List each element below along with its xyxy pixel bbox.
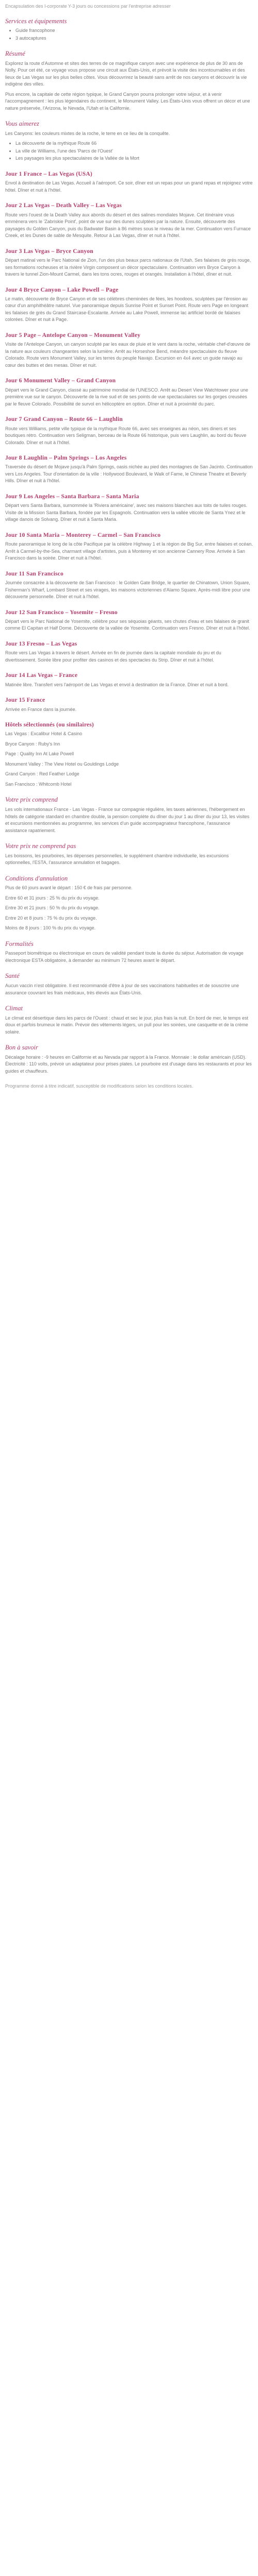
section-title: Résumé [5,50,25,58]
section-title: Votre prix ne comprend pas [5,842,76,850]
section-title: Jour 15 France [5,697,45,704]
paragraph: Entre 30 et 21 jours : 50 % du prix du voyage. [5,905,100,911]
section-jour-12-san-francisco-yosemite-fresno [5,609,253,632]
section-formalites [5,940,253,964]
paragraph: Plus encore, la capitale de cette région typique, le Grand Canyon pourra prolonger votre séjour, et à venir l'accompagnement : les plus légendaires du continent, le Monument Valley. Les États-Unis vous offrent un décor et une nature préservée, l'Arizona, le Nevada, l'Utah et la Californie. [5,91,250,111]
footer-note: Programme donné à titre indicatif, susceptible de modifications selon les conditions locales. [5,1083,194,1089]
section-title: Jour 13 Fresno – Las Vegas [5,640,77,647]
section-title: Formalités [5,940,34,947]
section-jour-10-santa-maria-monterey-carmel-san-francisco [5,532,253,562]
section-jour-7-grand-canyon-route-66-laughlin [5,416,253,446]
section-title: Jour 14 Las Vegas – France [5,672,78,679]
list-item: • La ville de Williams, l'une des 'Parcs de l'Ouest' [15,148,253,155]
paragraph: Départ vers le Parc National de Yosemite, célèbre pour ses séquoias géants, ses chutes d'eau et ses falaises de granit comme El Capitan et Half Dome. Découverte de la vallée de Yosemite. Continuation vers Fresno. Dîner et nuit à l'hôtel. [5,618,250,631]
list-item: • Guide francophone [15,27,253,35]
section-title: Jour 10 Santa Maria – Monterey – Carmel – San Francisco [5,532,161,538]
paragraph: Les Canyons: les couleurs mixtes de la roche, le terre en ce lieu de la conquête. [5,130,170,136]
paragraph: Grand Canyon : Red Feather Lodge [5,771,79,777]
paragraph: Bryce Canyon : Ruby's Inn [5,741,60,747]
paragraph: Envol à destination de Las Vegas. Accueil à l'aéroport. Ce soir, dîner est un repas pour un grand repas et rejoignez votre hôtel. Dîner et nuit à l'hôtel. [5,180,253,193]
paragraph: Le matin, découverte de Bryce Canyon et de ses célèbres cheminées de fées, les hoodoos, sculptées par l'érosion au cœur d'un amphithéâtre naturel. Vue panoramique depuis Sunrise Point et Sunset Point. Route vers Page en longeant les falaises de grès du Grand Staircase-Escalante. Arrivée au Lake Powell, immense lac artificiel bordé de falaises colorées. Dîner et nuit à Page. [5,296,249,323]
paragraph: Explorez la route d'Automne et sites des terres de ce magnifique canyon avec une expérience de plus de 30 ans de Nolly. Pour cet été, ce voyage vous propose une circuit aux États-Unis, et prévoit la visite des incontournables et des lieux de Las Vegas sur les plus belles côtes. Vous découvrirez la beauté sans arrêt de nos canyons et découvrir la vie indigène des villes. [5,60,247,87]
paragraph: Plus de 60 jours avant le départ : 150 € de frais par personne. [5,885,133,891]
section-title: Jour 3 Las Vegas – Bryce Canyon [5,248,93,255]
paragraph: Départ matinal vers le Parc National de Zion, l'un des plus beaux parcs nationaux de l'Utah. Ses falaises de grès rouge, ses formations rocheuses et la rivière Virgin composent un décor spectaculaire. Continuation vers Bryce Canyon à travers le tunnel Zion-Mount Carmel, dans les tons ocres, rouges et orangés. Installation à l'hôtel, dîner et nuit. [5,258,251,277]
section-jour-1-france-las-vegas-usa [5,171,253,194]
section-jour-9-los-angeles-santa-barbara-santa-maria [5,493,253,523]
section-title: Jour 9 Los Angeles – Santa Barbara – Santa Maria [5,493,139,500]
paragraph: Traversée du désert de Mojave jusqu'à Palm Springs, oasis nichée au pied des montagnes de San Jacinto. Continuation vers Los Angeles. Tour d'orientation de la ville : Hollywood Boulevard, le Walk of Fame, le Chinese Theatre et Beverly Hills. Dîner et nuit à l'hôtel. [5,464,253,484]
paragraph: Passeport biométrique ou électronique en cours de validité pendant toute la durée du séjour. Autorisation de voyage électronique ESTA obligatoire, à demander au minimum 72 heures avant le départ. [5,951,244,963]
section-title: Climat [5,1005,23,1012]
bullet-list [5,140,253,162]
list-item: • Les paysages les plus spectaculaires de la Vallée de la Mort [15,155,253,162]
section-jour-4-bryce-canyon-lake-powell-page [5,286,253,324]
section-title: Jour 11 San Francisco [5,570,63,577]
list-item: • La découverte de la mythique Route 66 [15,140,253,147]
section-title: Jour 6 Monument Valley – Grand Canyon [5,378,116,384]
section-hotels-selectionnes-ou-similaires [5,721,253,788]
paragraph: Arrivée en France dans la journée. [5,706,77,712]
paragraph: Visite de l'Antelope Canyon, un canyon sculpté par les eaux de pluie et le vent dans la roche, véritable chef-d'œuvre de la nature aux couleurs changeantes selon la lumière. Arrêt au Horseshoe Bend, méandre spectaculaire du fleuve Colorado. Route vers Monument Valley, sur les terres du peuple Navajo. Excursion en 4x4 avec un guide navajo au cœur des buttes et des mesas. Dîner et nuit. [5,342,251,368]
paragraph: Décalage horaire : -9 heures en Californie et au Nevada par rapport à la France. Monnaie : le dollar américain (USD). Électricité : 110 volts, prévoir un adaptateur pour prises plates. Le pourboire est d'usage dans les restaurants et pour les guides et chauffeurs. [5,1054,252,1074]
section-title: Votre prix comprend [5,796,58,804]
section-title: Jour 12 San Francisco – Yosemite – Fresno [5,609,118,616]
section-jour-2-las-vegas-death-valley-las-vegas [5,202,253,239]
section-votre-prix-comprend [5,796,253,834]
section-jour-11-san-francisco [5,570,253,601]
section-title: Jour 4 Bryce Canyon – Lake Powell – Page [5,286,119,293]
paragraph: Départ vers le Grand Canyon, classé au patrimoine mondial de l'UNESCO. Arrêt au Desert View Watchtower pour une première vue sur le canyon. Découverte de la rive sud et de ses points de vue spectaculaires sur les gorges creusées par le fleuve Colorado. Possibilité de survol en hélicoptère en option. Dîner et nuit à proximité du parc. [5,387,248,406]
paragraph: Route vers Williams, petite ville typique de la mythique Route 66, avec ses enseignes au néon, ses diners et ses boutiques rétro. Continuation vers Seligman, berceau de la Route 66 historique, puis vers Laughlin, au bord du fleuve Colorado. Dîner et nuit à l'hôtel. [5,426,247,445]
section-jour-13-fresno-las-vegas [5,640,253,664]
paragraph: Les vols internationaux France - Las Vegas - France sur compagnie régulière, les taxes aériennes, l'hébergement en hôtels de catégorie standard en chambre double, la pension complète du dîner du jour 1 au dîner du jour 13, les visites et excursions mentionnées au programme, les services d'un guide accompagnateur francophone, l'assurance assistance rapatriement. [5,807,250,833]
paragraph: Les boissons, les pourboires, les dépenses personnelles, le supplément chambre individuelle, les excursions optionnelles, l'ESTA, l'assurance annulation et bagages. [5,853,229,866]
section-title: Conditions d'annulation [5,874,68,882]
section-conditions-d-annulation [5,875,253,932]
paragraph: Moins de 8 jours : 100 % du prix du voyage. [5,925,96,931]
section-title: Bon à savoir [5,1044,38,1052]
paragraph: Le climat est désertique dans les parcs de l'Ouest : chaud et sec le jour, plus frais la nuit. En bord de mer, le temps est doux et parfois brumeux le matin. Prévoir des vêtements légers, un pull pour les soirées, une casquette et de la crème solaire. [5,1015,248,1035]
paragraph: Las Vegas : Excalibur Hotel & Casino [5,731,83,737]
document-page [0,0,258,1104]
paragraph: Page : Quality Inn At Lake Powell [5,751,74,757]
section-title: Hôtels sélectionnés (ou similaires) [5,722,94,728]
section-jour-5-page-antelope-canyon-monument-valley [5,332,253,369]
section-title: Services et équipements [5,17,67,25]
list-item: • 3 autocaptures [15,35,253,42]
paragraph: Départ vers Santa Barbara, surnommée la 'Riviera américaine', avec ses maisons blanches aux toits de tuiles rouges. Visite de la Mission Santa Barbara, fondée par les Espagnols. Continuation vers la vallée viticole de Santa Ynez et le village danois de Solvang. Dîner et nuit à Santa Maria. [5,503,248,522]
section-title: Jour 7 Grand Canyon – Route 66 – Laughlin [5,416,123,423]
paragraph: Matinée libre. Transfert vers l'aéroport de Las Vegas et envol à destination de la France. Dîner et nuit à bord. [5,682,229,687]
section-vous-aimerez [5,120,253,162]
section-votre-prix-ne-comprend-pas [5,842,253,867]
intro-text: Encapsulation des I-corporate Y-3 jours ou concessions par l'entreprise adresser [5,4,171,9]
sections-container [5,18,253,1075]
section-jour-6-monument-valley-grand-canyon [5,377,253,408]
section-title: Vous aimerez [5,120,39,128]
paragraph: Entre 60 et 31 jours : 25 % du prix du voyage. [5,895,100,901]
section-title: Jour 1 France – Las Vegas (USA) [5,171,92,177]
section-title: Jour 5 Page – Antelope Canyon – Monument Valley [5,332,141,338]
section-bon-a-savoir [5,1044,253,1075]
section-jour-8-laughlin-palm-springs-los-angeles [5,454,253,485]
paragraph: Monument Valley : The View Hotel ou Gouldings Lodge [5,761,119,767]
section-title: Jour 2 Las Vegas – Death Valley – Las Vegas [5,202,122,209]
section-sante [5,972,253,996]
section-jour-14-las-vegas-france [5,672,253,688]
paragraph: Aucun vaccin n'est obligatoire. Il est recommandé d'être à jour de ses vaccinations habituelles et de souscrire une assurance couvrant les frais médicaux, très élevés aux États-Unis. [5,983,239,995]
section-resume [5,50,253,112]
paragraph: Route vers Las Vegas à travers le désert. Arrivée en fin de journée dans la capitale mondiale du jeu et du divertissement. Soirée libre pour profiter des casinos et des spectacles du Strip. Dîner et nuit à l'hôtel. [5,650,221,663]
paragraph: Entre 20 et 8 jours : 75 % du prix du voyage. [5,915,97,921]
section-jour-15-france [5,697,253,713]
section-climat [5,1005,253,1036]
section-title: Jour 8 Laughlin – Palm Springs – Los Angeles [5,455,127,461]
paragraph: Route panoramique le long de la côte Pacifique par la célèbre Highway 1 et la région de Big Sur, entre falaises et océan. Arrêt à Carmel-by-the-Sea, charmant village d'artistes, puis à Monterey et son ancienne Cannery Row. Arrivée à San Francisco dans la soirée. Dîner et nuit à l'hôtel. [5,541,253,561]
paragraph: Route vers l'ouest de la Death Valley aux abords du désert et des salines mondiales Mojave. Cet itinéraire vous emmènera vers le 'Zabriskie Point', point de vue sur des dunes sculptées par la nature. Ensuite, découverte des paysages du Golden Canyon, puis du Badwater Basin à 86 mètres sous le niveau de la mer. Continuation vers Furnace Creek, et les Dunes de sable de Mesquite. Retour à Las Vegas, dîner et nuit à l'hôtel. [5,212,251,239]
section-jour-3-las-vegas-bryce-canyon [5,248,253,278]
section-services-et-equipements [5,18,253,42]
bullet-list [5,27,253,42]
paragraph: Journée consacrée à la découverte de San Francisco : le Golden Gate Bridge, le quartier de Chinatown, Union Square, Fisherman's Wharf, Lombard Street et ses virages, les maisons victoriennes d'Alamo Square. Après-midi libre pour une découverte personnelle. Dîner et nuit à l'hôtel. [5,580,250,599]
paragraph: San Francisco : Whitcomb Hotel [5,781,72,787]
section-title: Santé [5,972,20,980]
